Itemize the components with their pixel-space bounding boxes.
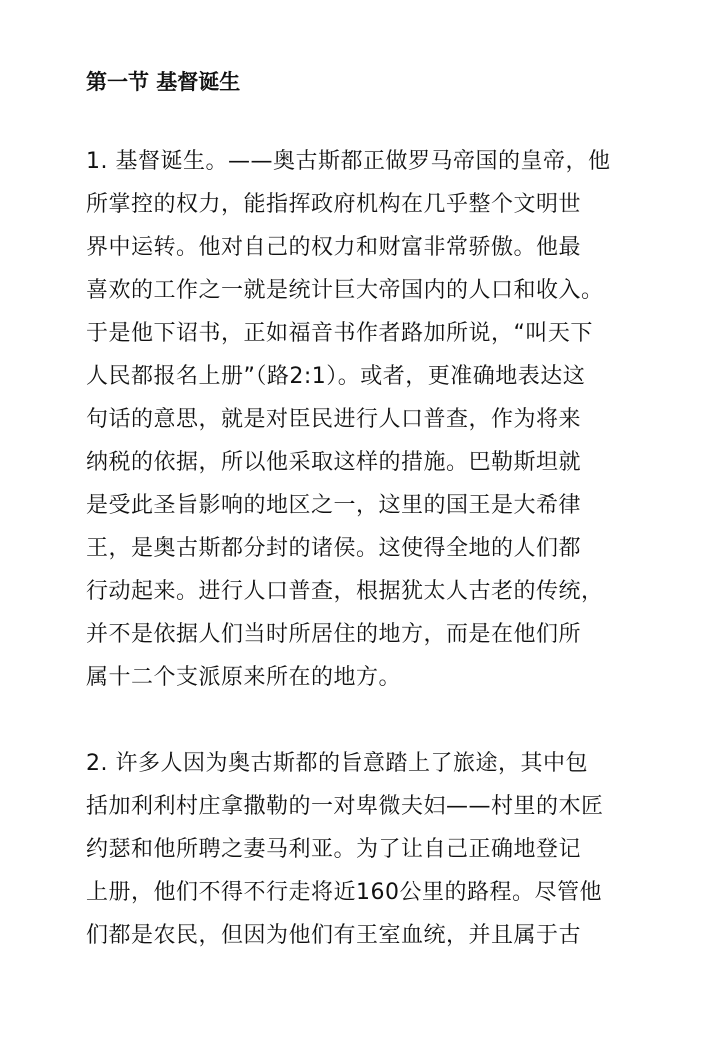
text-line: 约瑟和他所聘之妻马利亚。为了让自己正确地登记 — [86, 837, 582, 862]
text-line: 上册，他们不得不行走将近160公里的路程。尽管他 — [86, 880, 602, 905]
text-line: 括加利利村庄拿撒勒的一对卑微夫妇——村里的木匠 — [86, 794, 604, 819]
text-line: 是受此圣旨影响的地区之一，这里的国王是大希律 — [86, 493, 582, 518]
text-line: 人民都报名上册”（路2:1）。或者，更准确地表达这 — [86, 364, 586, 389]
text-line: 1. 基督诞生。——奥古斯都正做罗马帝国的皇帝，他 — [86, 149, 611, 174]
text-line: 纳税的依据，所以他采取这样的措施。巴勒斯坦就 — [86, 450, 582, 475]
paragraph-2 — [86, 742, 646, 957]
text-line: 行动起来。进行人口普查，根据犹太人古老的传统， — [86, 579, 604, 604]
text-line: 并不是依据人们当时所居住的地方，而是在他们所 — [86, 622, 582, 647]
text-line: 所掌控的权力，能指挥政府机构在几乎整个文明世 — [86, 192, 582, 217]
section-heading: 第一节 基督诞生 — [86, 70, 241, 94]
text-line: 属十二个支派原来所在的地方。 — [86, 665, 402, 690]
text-line: 于是他下诏书，正如福音书作者路加所说，“叫天下 — [86, 321, 593, 346]
text-line: 们都是农民，但因为他们有王室血统，并且属于古 — [86, 923, 582, 948]
text-line: 界中运转。他对自己的权力和财富非常骄傲。他最 — [86, 235, 582, 260]
text-line: 喜欢的工作之一就是统计巨大帝国内的人口和收入。 — [86, 278, 604, 303]
document-page — [86, 66, 646, 957]
text-line: 句话的意思，就是对臣民进行人口普查，作为将来 — [86, 407, 582, 432]
text-line: 王，是奥古斯都分封的诸侯。这使得全地的人们都 — [86, 536, 582, 561]
paragraph-spacer — [86, 699, 646, 742]
paragraph-1 — [86, 140, 646, 699]
text-line: 2. 许多人因为奥古斯都的旨意踏上了旅途，其中包 — [86, 751, 588, 776]
